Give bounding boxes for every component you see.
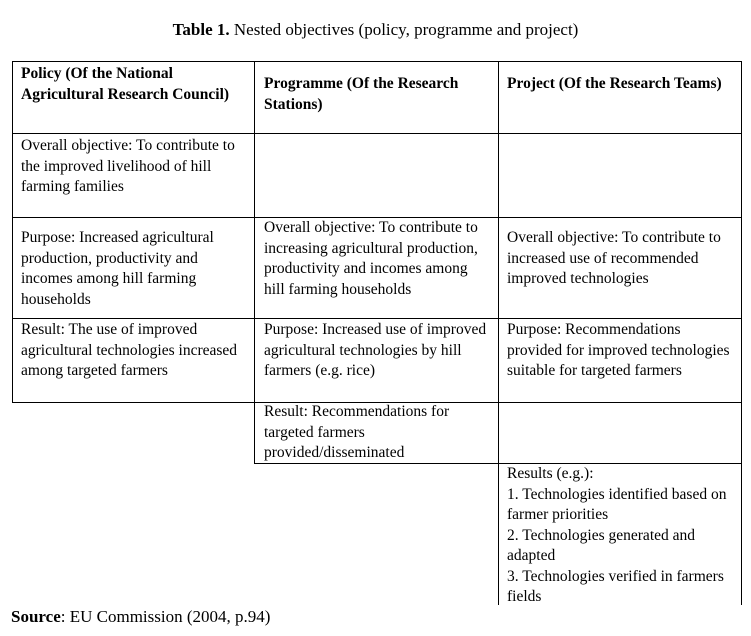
cell-r2-policy: Purpose: Increased agricultural production, productivity and incomes among hill farming households [21, 229, 214, 308]
cell-r1-policy: Overall objective: To contribute to the improved livelihood of hill farming families [21, 137, 235, 195]
source-text: : EU Commission (2004, p.94) [60, 607, 271, 626]
header-policy: Policy (Of the National Agricultural Research Council) [21, 65, 230, 103]
col-divider-1 [254, 61, 255, 464]
row-divider-2 [12, 318, 742, 319]
col-border-left [12, 61, 13, 403]
cell-r2-project: Overall objective: To contribute to increased use of recommended improved technologies [507, 229, 721, 287]
cell-r3-policy: Result: The use of improved agricultural technologies increased among targeted farmers [21, 321, 238, 379]
caption-label: Table 1. [172, 20, 230, 39]
source-note [11, 606, 270, 628]
col-border-right [741, 61, 742, 605]
source-label: Source [11, 607, 61, 626]
col-divider-2 [498, 61, 499, 605]
header-programme: Programme (Of the Research Stations) [264, 75, 459, 113]
row-divider-header [12, 133, 742, 134]
cell-r3-programme: Purpose: Increased use of improved agricultural technologies by hill farmers (e.g. rice) [264, 321, 487, 379]
cell-r5-project: Results (e.g.): 1. Technologies identified based on farmer priorities 2. Technologies generated and adapted 3. Technologies verified in farmers fields [507, 465, 727, 605]
cell-r2-programme: Overall objective: To contribute to increasing agricultural production, productivity and incomes among hill farming households [264, 219, 478, 298]
table-border-top [12, 61, 742, 62]
caption-text: Nested objectives (policy, programme and project) [229, 20, 579, 39]
table-caption [0, 19, 751, 41]
cell-r3-project: Purpose: Recommendations provided for improved technologies suitable for targeted farmers [507, 321, 730, 379]
header-project: Project (Of the Research Teams) [507, 75, 722, 92]
cell-r4-programme: Result: Recommendations for targeted farmers provided/disseminated [264, 403, 450, 461]
